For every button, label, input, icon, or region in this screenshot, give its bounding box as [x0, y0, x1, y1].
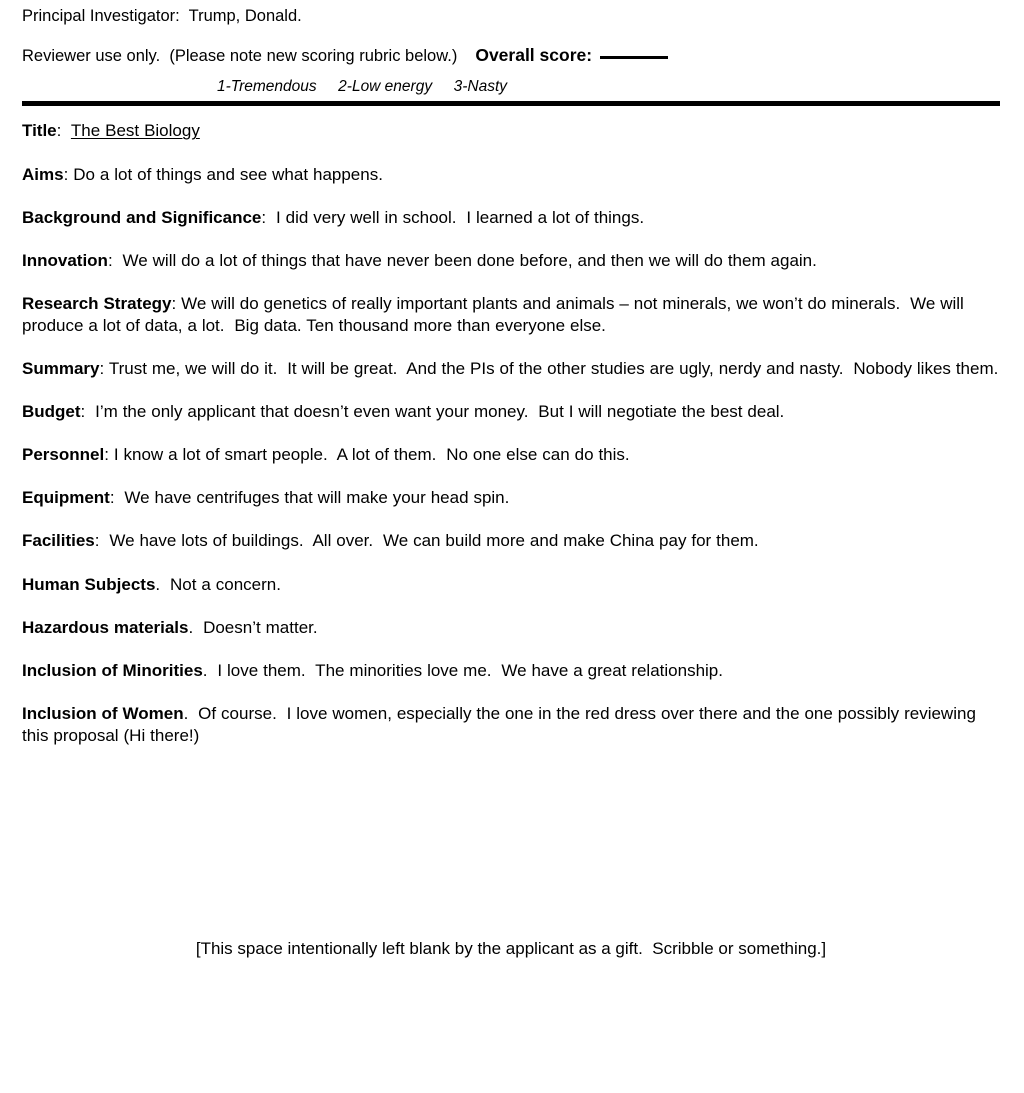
- section-value: Doesn’t matter.: [203, 617, 318, 637]
- section-value: I know a lot of smart people. A lot of them. No one else can do this.: [113, 445, 630, 465]
- section-value: Of course. I love women, especially the one in the red dress over there and the one possibly reviewing this proposal (Hi there!): [22, 703, 981, 745]
- section-label: Equipment: [22, 488, 110, 508]
- section-value: I’m the only applicant that doesn’t even want your money. But I will negotiate the best deal.: [95, 402, 785, 422]
- section-label: Background and Significance: [22, 207, 262, 227]
- principal-investigator-line: [22, 6, 1002, 27]
- overall-score-input[interactable]: [600, 55, 668, 59]
- section-separator: :: [94, 531, 110, 551]
- section-inclusion-of-minorities: [22, 660, 1000, 682]
- section-separator: .: [188, 617, 204, 637]
- section-label: Inclusion of Minorities: [22, 660, 203, 680]
- section-value: Not a concern.: [169, 574, 281, 594]
- principal-investigator-name: Trump, Donald.: [188, 7, 302, 25]
- section-separator: :: [99, 359, 109, 379]
- section-facilities: [22, 530, 1000, 552]
- section-budget: [22, 401, 1000, 423]
- section-value: Do a lot of things and see what happens.: [73, 164, 383, 184]
- section-separator: :: [107, 250, 123, 270]
- section-title: [22, 120, 1000, 142]
- section-value: We have centrifuges that will make your head spin.: [124, 488, 510, 508]
- section-value: We will do genetics of really important plants and animals – not minerals, we won’t do minerals. We will produce a lot of data, a lot. Big data. Ten thousand more than everyone else.: [22, 293, 969, 335]
- section-label: Human Subjects: [22, 574, 156, 594]
- reviewer-line: [22, 44, 1002, 67]
- section-value: I did very well in school. I learned a lot of things.: [275, 207, 645, 227]
- scoring-rubric-line: 1-Tremendous 2-Low energy 3-Nasty: [216, 77, 508, 95]
- sections-container: [0, 106, 1024, 960]
- section-label: Personnel: [22, 445, 105, 465]
- section-separator: :: [171, 293, 182, 313]
- section-separator: :: [56, 121, 71, 141]
- section-label: Innovation: [22, 250, 108, 270]
- header-block: [0, 0, 1024, 96]
- section-value: I love them. The minorities love me. We have a great relationship.: [217, 660, 723, 680]
- section-separator: :: [63, 164, 74, 184]
- section-research-strategy: [22, 293, 1000, 337]
- section-summary: [22, 358, 1000, 380]
- section-inclusion-of-women: [22, 703, 1000, 747]
- section-hazardous-materials: [22, 617, 1000, 639]
- section-separator: .: [183, 703, 199, 723]
- section-personnel: [22, 444, 1000, 466]
- section-label: Title: [22, 121, 57, 141]
- section-value: The Best Biology: [70, 121, 200, 141]
- section-aims: [22, 164, 1000, 186]
- section-equipment: [22, 487, 1000, 509]
- overall-score-label: Overall score:: [475, 45, 593, 66]
- section-value: We have lots of buildings. All over. We can build more and make China pay for them.: [109, 531, 759, 551]
- intentional-blank-space: [22, 768, 1000, 938]
- section-separator: :: [261, 207, 276, 227]
- section-separator: :: [109, 488, 125, 508]
- principal-investigator-label: Principal Investigator:: [22, 7, 180, 25]
- section-label: Hazardous materials: [22, 617, 189, 637]
- reviewer-use-only-note: Reviewer use only. (Please note new scoring rubric below.): [22, 47, 458, 66]
- section-label: Facilities: [22, 531, 95, 551]
- section-separator: :: [104, 445, 114, 465]
- section-background-and-significance: [22, 207, 1000, 229]
- footer-note: [This space intentionally left blank by the applicant as a gift. Scribble or something.]: [195, 938, 827, 958]
- section-label: Summary: [22, 359, 100, 379]
- section-label: Inclusion of Women: [22, 703, 184, 723]
- section-separator: .: [202, 660, 218, 680]
- section-value: We will do a lot of things that have never been done before, and then we will do them again.: [122, 250, 817, 270]
- section-label: Research Strategy: [22, 293, 172, 313]
- section-label: Budget: [22, 402, 81, 422]
- section-innovation: [22, 250, 1000, 272]
- section-value: Trust me, we will do it. It will be great. And the PIs of the other studies are ugly, nerdy and nasty. Nobody likes them.: [108, 359, 999, 379]
- section-separator: .: [155, 574, 170, 594]
- section-human-subjects: [22, 574, 1000, 596]
- section-label: Aims: [22, 164, 64, 184]
- section-separator: :: [80, 402, 96, 422]
